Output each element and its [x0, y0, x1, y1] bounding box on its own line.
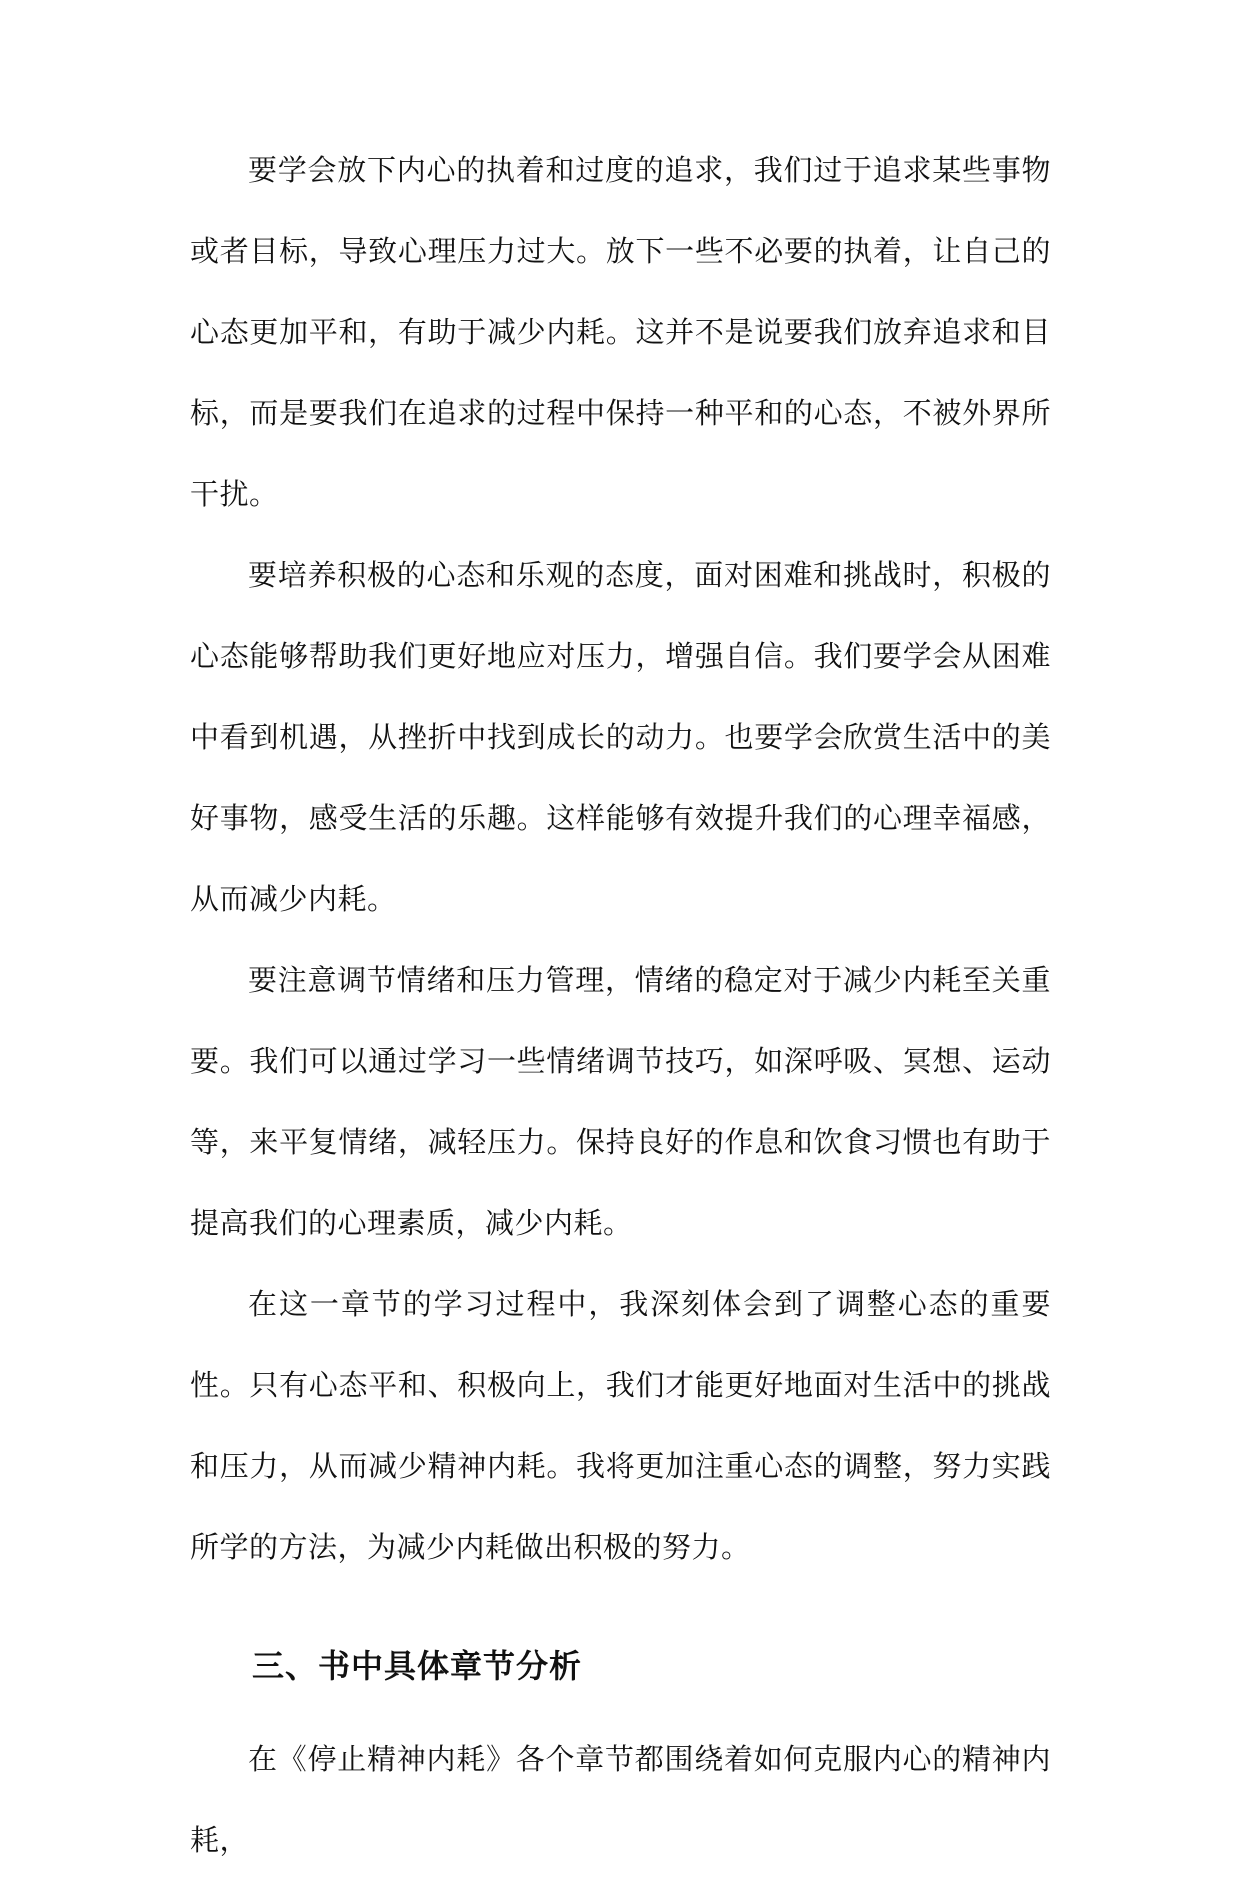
body-paragraph-2: 要培养积极的心态和乐观的态度，面对困难和挑战时，积极的心态能够帮助我们更好地应对压力，增强自信。我们要学会从困难中看到机遇，从挫折中找到成长的动力。也要学会欣赏生活中的美好事物，感受生活的乐趣。这样能够有效提升我们的心理幸福感，从而减少内耗。: [190, 558, 1051, 916]
section-heading: 三、书中具体章节分析: [252, 1647, 583, 1685]
body-paragraph-5: 在《停止精神内耗》各个章节都围绕着如何克服内心的精神内耗，: [190, 1742, 1051, 1857]
body-paragraph-4: 在这一章节的学习过程中，我深刻体会到了调整心态的重要性。只有心态平和、积极向上，我们才能更好地面对生活中的挑战和压力，从而减少精神内耗。我将更加注重心态的调整，努力实践所学的方法，为减少内耗做出积极的努力。: [190, 1287, 1051, 1564]
body-paragraph-1: 要学会放下内心的执着和过度的追求，我们过于追求某些事物或者目标，导致心理压力过大。放下一些不必要的执着，让自己的心态更加平和，有助于减少内耗。这并不是说要我们放弃追求和目标，而是要我们在追求的过程中保持一种平和的心态，不被外界所干扰。: [190, 153, 1051, 511]
body-paragraph-3: 要注意调节情绪和压力管理，情绪的稳定对于减少内耗至关重要。我们可以通过学习一些情绪调节技巧，如深呼吸、冥想、运动等，来平复情绪，减轻压力。保持良好的作息和饮食习惯也有助于提高我们的心理素质，减少内耗。: [190, 963, 1051, 1240]
